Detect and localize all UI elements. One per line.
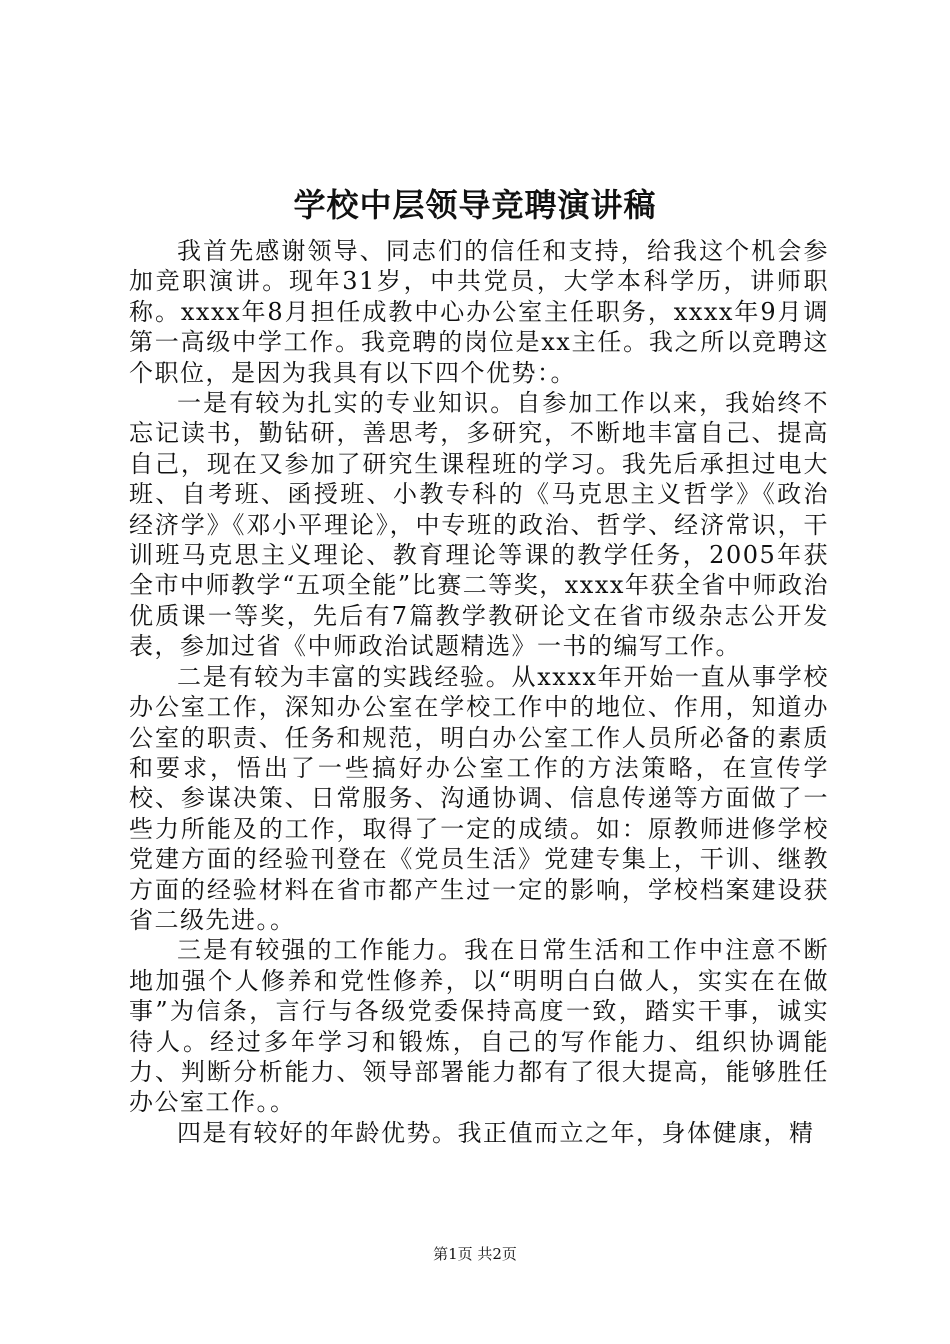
paragraph-intro: 我首先感谢领导、同志们的信任和支持，给我这个机会参加竞职演讲。现年31岁，中共党员，大学本科学历，讲师职称。xxxx年8月担任成教中心办公室主任职务，xxxx年9月调第一高级中学工作。我竞聘的岗位是xx主任。我之所以竞聘这个职位，是因为我具有以下四个优势：。 xyxy=(129,237,829,387)
paragraph-advantage-three: 三是有较强的工作能力。我在日常生活和工作中注意不断地加强个人修养和党性修养，以“明明白白做人，实实在在做事”为信条，言行与各级党委保持高度一致，踏实干事，诚实待人。经过多年学习和锻炼，自己的写作能力、组织协调能力、判断分析能力、领导部署能力都有了很大提高，能够胜任办公室工作。。 xyxy=(129,936,829,1117)
page-footer: 第1页 共2页 xyxy=(433,1245,517,1263)
paragraph-advantage-two: 二是有较为丰富的实践经验。从xxxx年开始一直从事学校办公室工作，深知办公室在学校工作中的地位、作用，知道办公室的职责、任务和规范，明白办公室工作人员所必备的素质和要求，悟出了一些搞好办公室工作的方法策略，在宣传学校、参谋决策、日常服务、沟通协调、信息传递等方面做了一些力所能及的工作，取得了一定的成绩。如：原教师进修学校党建方面的经验刊登在《党员生活》党建专集上，干训、继教方面的经验材料在省市都产生过一定的影响，学校档案建设获省二级先进。。 xyxy=(129,662,829,934)
paragraph-advantage-four: 四是有较好的年龄优势。我正值而立之年，身体健康，精 xyxy=(177,1118,815,1147)
paragraph-advantage-one: 一是有较为扎实的专业知识。自参加工作以来，我始终不忘记读书，勤钻研，善思考，多研究，不断地丰富自己、提高自己，现在又参加了研究生课程班的学习。我先后承担过电大班、自考班、函授班、小教专科的《马克思主义哲学》《政治经济学》《邓小平理论》，中专班的政治、哲学、经济常识，干训班马克思主义理论、教育理论等课的教学任务，2005年获全市中师教学“五项全能”比赛二等奖，xxxx年获全省中师政治优质课一等奖，先后有7篇教学教研论文在省市级杂志公开发表，参加过省《中师政治试题精选》一书的编写工作。 xyxy=(129,389,829,661)
document-body xyxy=(129,236,829,1148)
document-title: 学校中层领导竞聘演讲稿 xyxy=(293,186,657,224)
